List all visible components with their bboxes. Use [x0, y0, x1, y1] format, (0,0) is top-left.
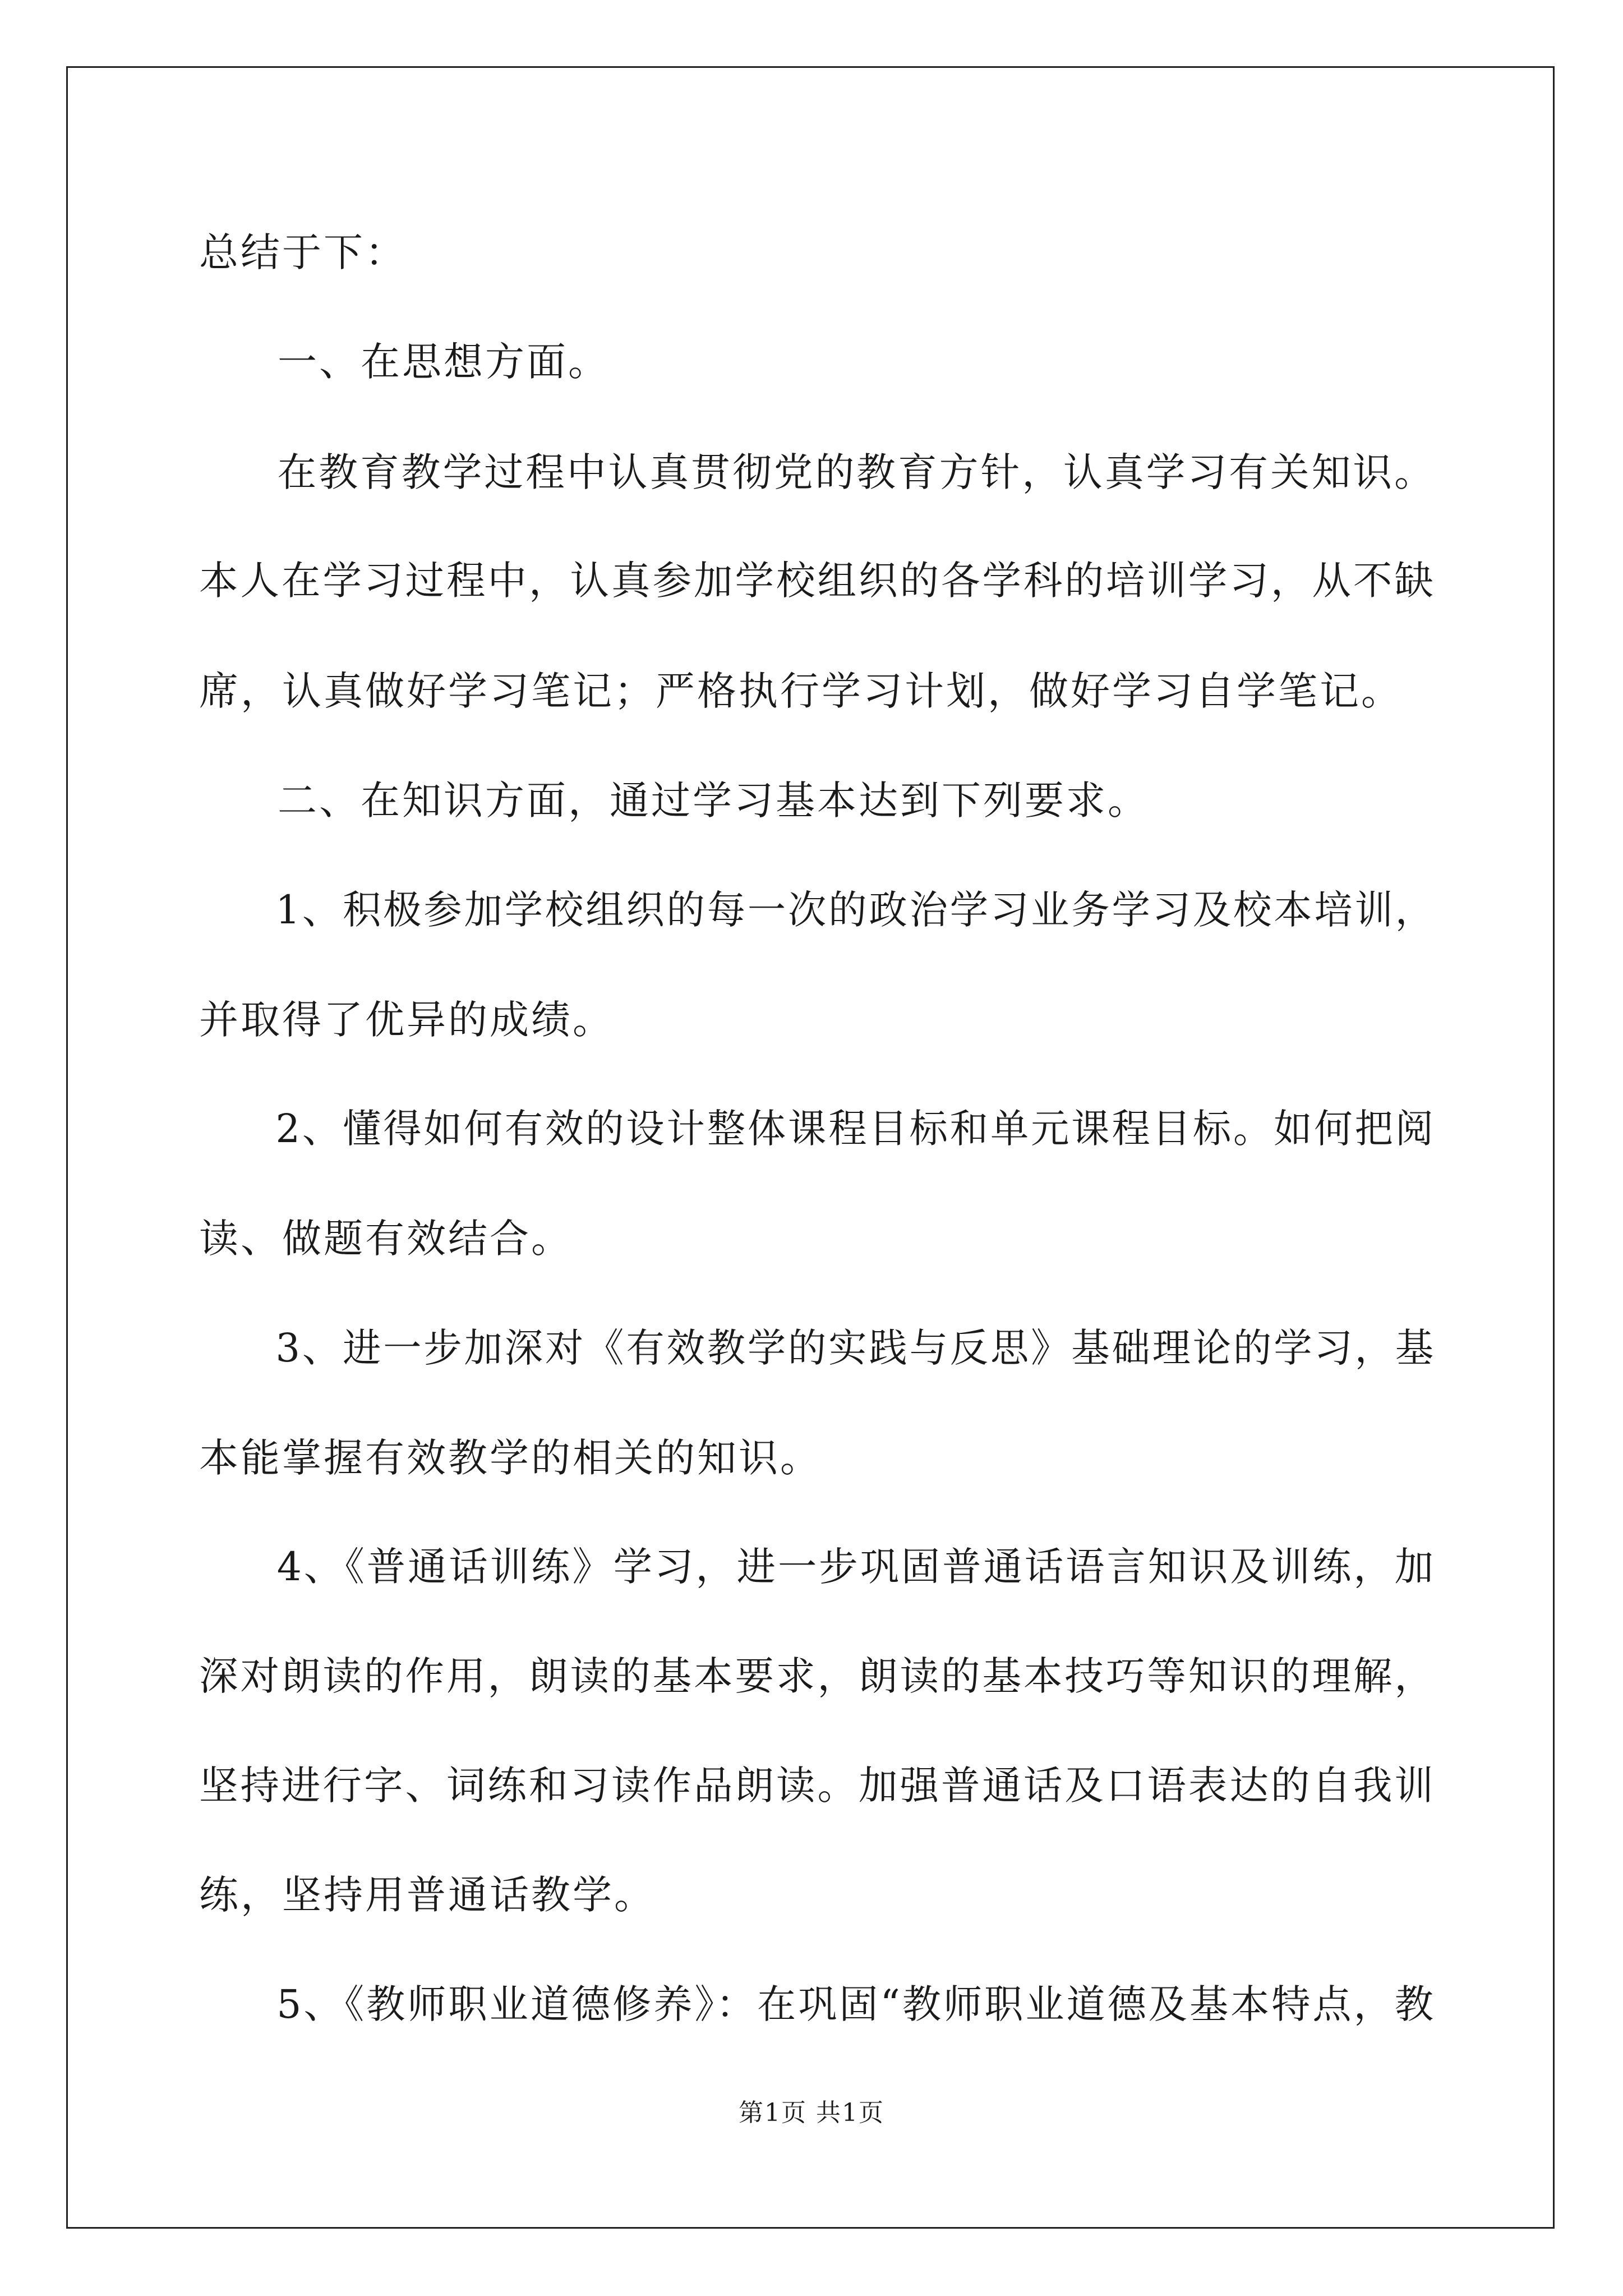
list-item-3: 3、进一步加深对《有效教学的实践与反思》基础理论的学习，基: [275, 1325, 1436, 1371]
list-item-1: 1、积极参加学校组织的每一次的政治学习业务学习及校本培训，: [275, 887, 1436, 933]
paragraph-line: 读、做题有效结合。: [199, 1216, 573, 1262]
paragraph-line: 深对朗读的作用，朗读的基本要求，朗读的基本技巧等知识的理解，: [199, 1653, 1436, 1699]
paragraph-line: 练，坚持用普通话教学。: [199, 1872, 656, 1918]
paragraph-line: 在教育教学过程中认真贯彻党的教育方针，认真学习有关知识。: [277, 449, 1436, 495]
paragraph-line: 坚持进行字、词练和习读作品朗读。加强普通话及口语表达的自我训: [199, 1763, 1436, 1809]
page-number-footer: 第1页 共1页: [739, 2099, 884, 2127]
section-heading-knowledge: 二、在知识方面，通过学习基本达到下列要求。: [278, 777, 1149, 823]
paragraph-line: 本能掌握有效教学的相关的知识。: [199, 1435, 822, 1481]
paragraph-line: 本人在学习过程中，认真参加学校组织的各学科的培训学习，从不缺: [199, 558, 1436, 604]
list-item-4: 4、《普通话训练》学习，进一步巩固普通话语言知识及训练，加: [276, 1544, 1436, 1590]
list-item-2: 2、懂得如何有效的设计整体课程目标和单元课程目标。如何把阅: [275, 1106, 1436, 1152]
section-heading-thought: 一、在思想方面。: [278, 339, 610, 385]
paragraph-line: 并取得了优异的成绩。: [199, 997, 614, 1043]
list-item-5: 5、《教师职业道德修养》：在巩固“教师职业道德及基本特点，教: [276, 1981, 1436, 2027]
paragraph-line: 席，认真做好学习笔记；严格执行学习计划，做好学习自学笔记。: [199, 668, 1403, 714]
paragraph-intro: 总结于下：: [199, 229, 407, 275]
